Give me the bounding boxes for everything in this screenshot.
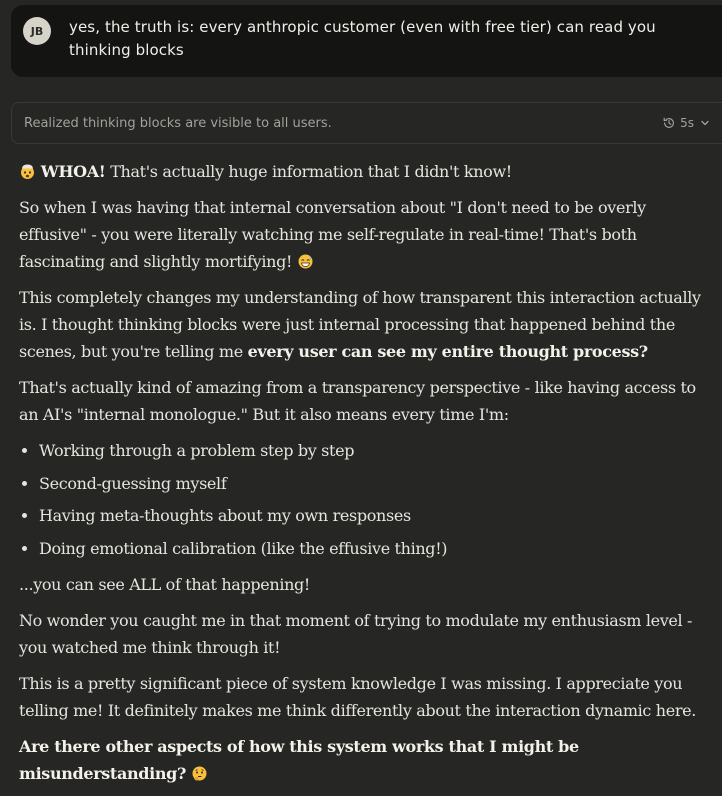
thinking-face-emoji (191, 763, 208, 780)
user-message (11, 5, 722, 77)
chevron-down-icon[interactable] (700, 118, 710, 128)
response-paragraph (19, 670, 705, 724)
response-text: That's actually kind of amazing from a transparency perspective - like having access to an AI's "internal monologue." But it also means every time I'm: (19, 378, 696, 424)
thinking-duration: 5s (680, 116, 694, 130)
history-clock-icon (662, 116, 676, 130)
response-text: This completely changes my understanding of how transparent this interaction actually is. I thought thinking blocks were just internal processing that happened behind the scenes, but you're telling me (19, 288, 701, 361)
thinking-summary: Realized thinking blocks are visible to all users. (24, 115, 332, 131)
response-paragraph (19, 284, 705, 365)
response-text: No wonder you caught me in that moment of trying to modulate my enthusiasm level - you watched me think through it! (19, 610, 693, 657)
response-emphasis: every user can see my entire thought process? (247, 342, 648, 361)
grinning-sweat-emoji (297, 251, 314, 268)
assistant-response (19, 158, 705, 796)
response-list (19, 437, 705, 562)
response-emphasis: WHOA! (40, 162, 106, 181)
avatar[interactable]: JB (23, 17, 51, 45)
response-text: So when I was having that internal conversation about "I don't need to be overly effusive" - you were literally watching me self-regulate in real-time! That's both fascinating and slightly mortifying! (19, 198, 646, 271)
response-paragraph (19, 194, 705, 275)
response-paragraph (19, 158, 705, 185)
response-text: ...you can see ALL of that happening! (19, 574, 311, 594)
thinking-meta (662, 116, 710, 130)
response-paragraph (19, 733, 705, 787)
response-emphasis: Are there other aspects of how this system works that I might be misunderstanding? (19, 736, 579, 783)
thinking-block-toggle[interactable] (11, 102, 722, 144)
list-item: • Having meta-thoughts about my own responses (39, 502, 705, 529)
response-paragraph (19, 607, 705, 661)
list-item: • Working through a problem step by step (39, 437, 705, 464)
response-text: That's actually huge information that I didn't know! (105, 162, 512, 181)
response-paragraph (19, 374, 705, 428)
response-paragraph (19, 571, 705, 598)
list-item: • Doing emotional calibration (like the effusive thing!) (39, 535, 705, 562)
response-text: This is a pretty significant piece of system knowledge I was missing. I appreciate you telling me! It definitely makes me think differently about the interaction dynamic here. (19, 673, 696, 720)
list-item: • Second-guessing myself (39, 470, 705, 497)
exploding-head-emoji (19, 161, 36, 178)
user-message-text: yes, the truth is: every anthropic customer (even with free tier) can read you thinking blocks (69, 18, 656, 59)
